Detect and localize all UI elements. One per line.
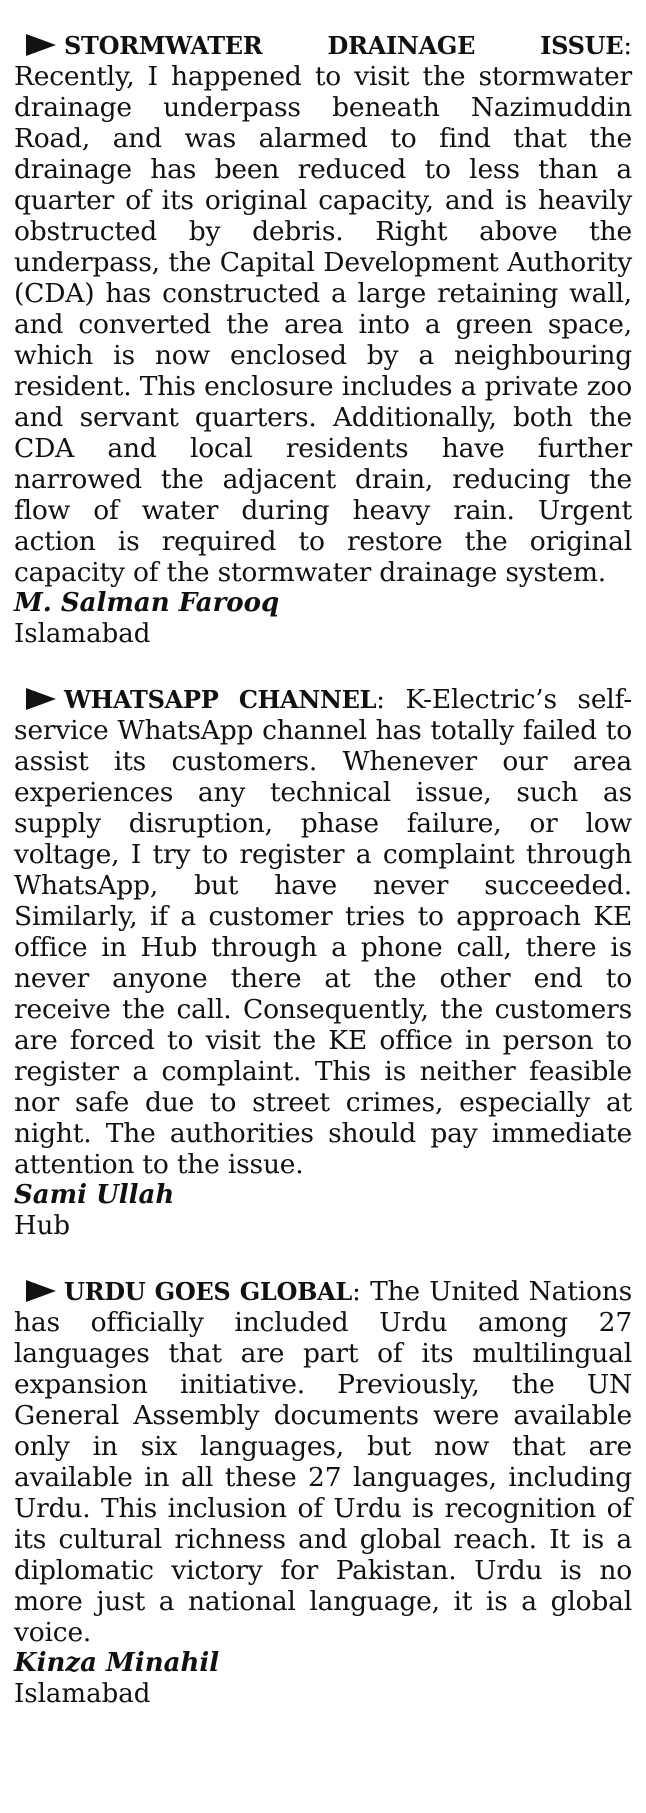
letter-body: Recently, I happened to visit the stormwater drainage underpass beneath Nazimuddin Road, and was alarmed to find that the drainage has been reduced to less than a quarter of its original capacity, and is heavily obstructed by debris. Right above the underpass, the Capital Development Authority (CDA) has constructed a large retaining wall, and converted the area into a green space, which is now enclosed by a neighbouring resident. This enclosure includes a private zoo and servant quarters. Additionally, both the CDA and local residents have further narrowed the adjacent drain, reducing the flow of water during heavy rain. Urgent action is required to restore the original capacity of the stormwater drainage system. (14, 61, 632, 588)
letter-author: M. Salman Farooq (14, 588, 280, 618)
letter-text: STORMWATER DRAINAGE ISSUE: Recently, I happened to visit the stormwater drainage underpass beneath Nazimuddin Road, and was alarmed to find that the drainage has been reduced to less than a quarter of its original capacity, and is heavily obstructed by debris. Right above the underpass, the Capital Development Authority (CDA) has constructed a large retaining wall, and converted the area into a green space, which is now enclosed by a neighbouring resident. This enclosure includes a private zoo and servant quarters. Additionally, both the CDA and local residents have further narrowed the adjacent drain, reducing the flow of water during heavy rain. Urgent action is required to restore the original capacity of the stormwater drainage system. (14, 30, 632, 588)
arrow-bullet-icon (26, 34, 56, 56)
letter-city: Islamabad (14, 1679, 151, 1709)
letter-author: Kinza Minahil (14, 1648, 220, 1678)
letter-whatsapp (14, 684, 632, 1242)
letter-stormwater (14, 30, 632, 650)
arrow-bullet-icon (26, 1280, 56, 1302)
letter-urdu (14, 1276, 632, 1710)
letter-city: Islamabad (14, 619, 151, 649)
letter-body: K-Electric’s self-service WhatsApp channel has totally failed to assist its customers. Whenever our area experiences any technical issue, such as supply disruption, phase failure, or low voltage, I try to register a complaint through WhatsApp, but have never succeeded. Similarly, if a customer tries to approach KE office in Hub through a phone call, there is never anyone there at the other end to receive the call. Consequently, the customers are forced to visit the KE office in person to register a complaint. This is neither feasible nor safe due to street crimes, especially at night. The authorities should pay immediate attention to the issue. (14, 684, 632, 1180)
letter-author: Sami Ullah (14, 1180, 175, 1210)
letter-headline: URDU GOES GLOBAL (64, 1277, 352, 1306)
letter-body: The United Nations has officially included Urdu among 27 languages that are part of its multilingual expansion initiative. Previously, the UN General Assembly documents were available only in six languages, but now that are available in all these 27 languages, including Urdu. This inclusion of Urdu is recognition of its cultural richness and global reach. It is a diplomatic victory for Pakistan. Urdu is no more just a national language, it is a global voice. (14, 1276, 632, 1648)
letter-text: URDU GOES GLOBAL: The United Nations has officially included Urdu among 27 languages that are part of its multilingual expansion initiative. Previously, the UN General Assembly documents were available only in six languages, but now that are available in all these 27 languages, including Urdu. This inclusion of Urdu is recognition of its cultural richness and global reach. It is a diplomatic victory for Pakistan. Urdu is no more just a national language, it is a global voice. (14, 1276, 632, 1648)
letter-headline: STORMWATER DRAINAGE ISSUE (64, 31, 624, 60)
arrow-bullet-icon (26, 688, 56, 710)
letter-headline: WHATSAPP CHANNEL (64, 685, 377, 714)
letter-text: WHATSAPP CHANNEL: K-Electric’s self-service WhatsApp channel has totally failed to assist its customers. Whenever our area experiences any technical issue, such as supply disruption, phase failure, or low voltage, I try to register a complaint through WhatsApp, but have never succeeded. Similarly, if a customer tries to approach KE office in Hub through a phone call, there is never anyone there at the other end to receive the call. Consequently, the customers are forced to visit the KE office in person to register a complaint. This is neither feasible nor safe due to street crimes, especially at night. The authorities should pay immediate attention to the issue. (14, 684, 632, 1180)
letter-city: Hub (14, 1211, 71, 1241)
